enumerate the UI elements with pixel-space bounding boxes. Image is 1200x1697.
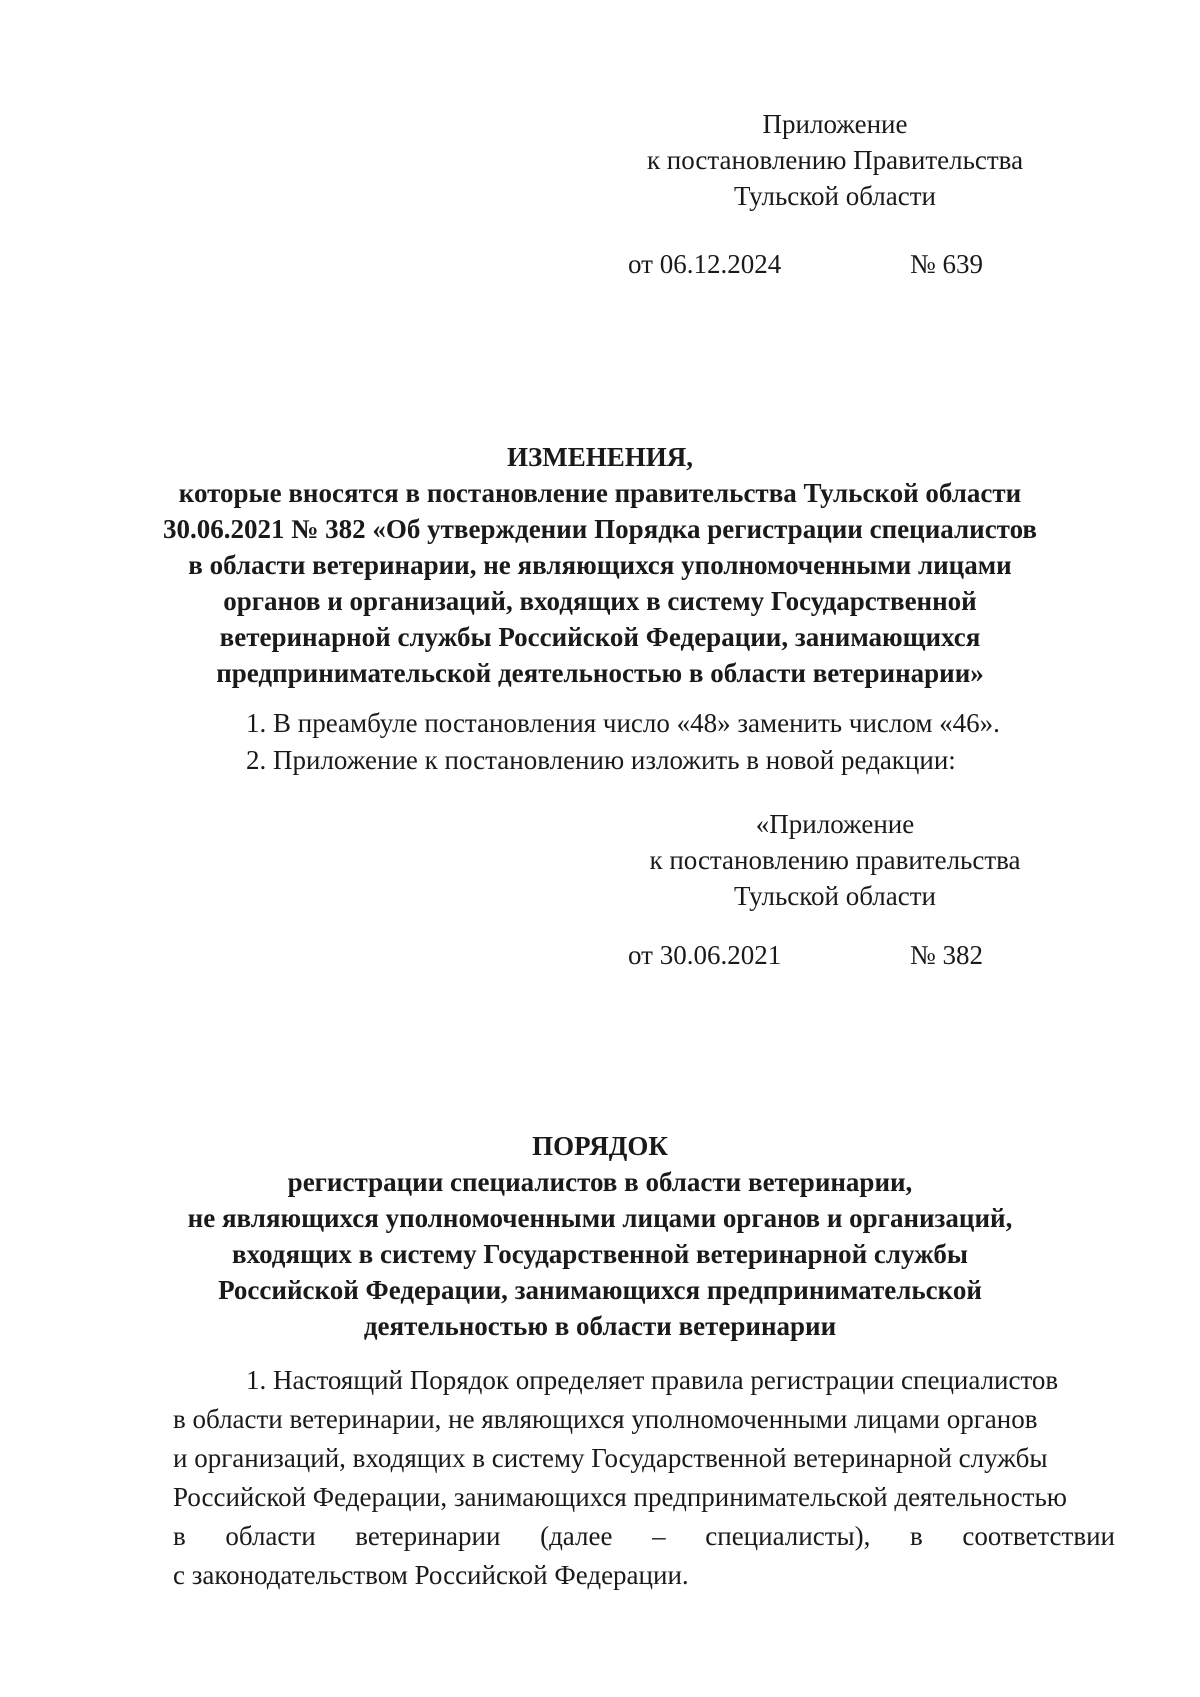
paragraph-word: в (910, 1521, 923, 1551)
new-appendix-number: № 382 (910, 940, 984, 970)
appendix-stamp-line: Тульской области (734, 181, 936, 211)
paragraph-word: соответствии (962, 1521, 1115, 1551)
changes-heading-line: предпринимательской деятельностью в области ветеринарии» (216, 658, 984, 688)
paragraph-word: – (652, 1521, 666, 1551)
order-heading (150, 1128, 1050, 1344)
order-heading-line: не являющихся уполномоченными лицами органов и организаций, (187, 1203, 1013, 1233)
new-appendix-stamp (600, 806, 1070, 914)
order-heading-line: входящих в систему Государственной ветеринарной службы (232, 1239, 968, 1269)
order-heading-title: ПОРЯДОК (532, 1131, 668, 1161)
paragraph-line: в области ветеринарии, не являющихся уполномоченными лицами органов (173, 1404, 1038, 1434)
paragraph-word: (далее (540, 1521, 613, 1551)
new-appendix-stamp-line: Тульской области (734, 881, 936, 911)
appendix-stamp-line: к постановлению Правительства (646, 145, 1024, 175)
paragraph-justified-line (173, 1517, 1115, 1556)
paragraph-word: области (225, 1521, 316, 1551)
order-heading-line: Российской Федерации, занимающихся предпринимательской (218, 1275, 982, 1305)
order-heading-line: регистрации специалистов в области ветеринарии, (287, 1167, 913, 1197)
paragraph-line: и организаций, входящих в систему Государственной ветеринарной службы (173, 1443, 1048, 1473)
order-paragraph-1 (173, 1361, 1115, 1595)
paragraph-word: специалисты), (705, 1521, 871, 1551)
paragraph-line: с законодательством Российской Федерации. (173, 1560, 689, 1590)
changes-heading-line: органов и организаций, входящих в систему Государственной (223, 586, 977, 616)
new-appendix-stamp-line: к постановлению правительства (649, 845, 1021, 875)
appendix-stamp (600, 106, 1070, 214)
new-appendix-stamp-line: «Приложение (755, 809, 915, 839)
change-item-1: 1. В преамбуле постановления число «48» заменить числом «46». (246, 708, 1000, 738)
new-appendix-date: от 30.06.2021 (628, 940, 782, 970)
changes-heading (150, 439, 1050, 691)
order-heading-line: деятельностью в области ветеринарии (363, 1311, 837, 1341)
changes-heading-line: в области ветеринарии, не являющихся уполномоченными лицами (188, 550, 1012, 580)
changes-heading-title: ИЗМЕНЕНИЯ, (506, 442, 693, 472)
changes-heading-line: 30.06.2021 № 382 «Об утверждении Порядка регистрации специалистов (162, 514, 1037, 544)
paragraph-line: 1. Настоящий Порядок определяет правила регистрации специалистов (246, 1365, 1059, 1395)
paragraph-word: в (173, 1521, 186, 1551)
change-item-2: 2. Приложение к постановлению изложить в новой редакции: (246, 745, 956, 775)
paragraph-word: ветеринарии (355, 1521, 501, 1551)
appendix-number: № 639 (910, 249, 984, 279)
paragraph-line: Российской Федерации, занимающихся предпринимательской деятельностью (173, 1482, 1067, 1512)
changes-heading-line: ветеринарной службы Российской Федерации, занимающихся (219, 622, 981, 652)
appendix-stamp-line: Приложение (762, 109, 908, 139)
appendix-date: от 06.12.2024 (628, 249, 782, 279)
changes-heading-line: которые вносятся в постановление правительства Тульской области (178, 478, 1022, 508)
